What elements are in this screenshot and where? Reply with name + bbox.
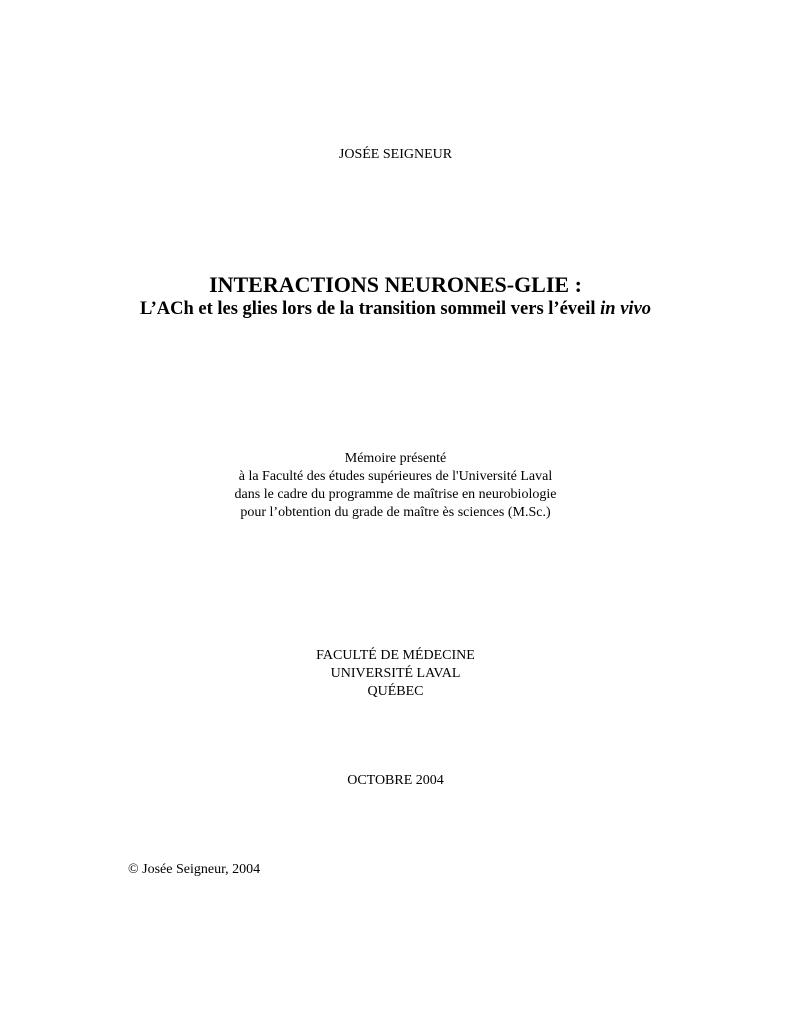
subtitle-main: L’ACh et les glies lors de la transition sommeil vers l’éveil bbox=[139, 299, 596, 319]
faculty-block bbox=[0, 647, 791, 701]
submission-date: OCTOBRE 2004 bbox=[347, 773, 444, 788]
university-line: UNIVERSITÉ LAVAL bbox=[330, 666, 461, 681]
thesis-title: INTERACTIONS NEURONES-GLIE : bbox=[209, 272, 582, 297]
memoire-line: dans le cadre du programme de maîtrise en neurobiologie bbox=[234, 487, 557, 502]
memoire-line: à la Faculté des études supérieures de l'Université Laval bbox=[238, 469, 553, 484]
subtitle-italic: in vivo bbox=[600, 299, 652, 319]
copyright-notice: © Josée Seigneur, 2004 bbox=[128, 862, 261, 877]
author-name: JOSÉE SEIGNEUR bbox=[338, 147, 453, 162]
memoire-statement bbox=[0, 450, 791, 522]
thesis-subtitle bbox=[130, 298, 661, 321]
faculty-line: FACULTÉ DE MÉDECINE bbox=[316, 648, 475, 663]
city-line: QUÉBEC bbox=[367, 684, 424, 699]
memoire-line: pour l’obtention du grade de maître ès sciences (M.Sc.) bbox=[240, 505, 551, 520]
memoire-line: Mémoire présenté bbox=[344, 451, 447, 466]
